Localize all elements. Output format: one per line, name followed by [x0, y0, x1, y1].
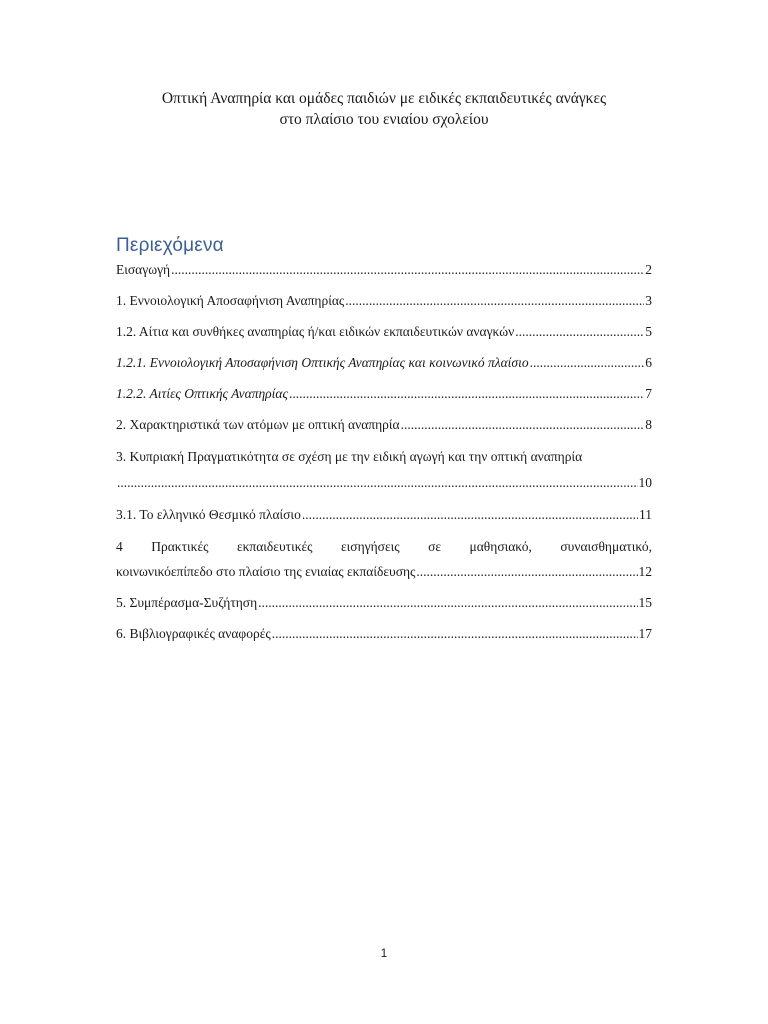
toc-entry-1[interactable] [116, 292, 652, 310]
toc-entry-3-line-1 [116, 448, 652, 466]
toc-entry-word: σε [428, 539, 442, 554]
toc-leader-dots [416, 563, 637, 581]
toc-entry-1-2-1[interactable] [116, 354, 652, 372]
toc-leader-dots [171, 261, 644, 279]
toc-leader-dots [289, 385, 644, 403]
toc-entry-label: 1. Εννοιολογική Αποσαφήνιση Αναπηρίας [116, 293, 345, 308]
toc-leader-dots [515, 323, 644, 341]
document-title [100, 88, 668, 130]
toc-entry-label: 3.1. Το ελληνικό Θεσμικό πλαίσιο [116, 507, 301, 522]
toc-entry-word: μαθησιακό, [469, 539, 532, 554]
toc-leader-dots [272, 625, 638, 643]
page-number: 1 [380, 948, 388, 960]
toc-entry-1-2[interactable] [116, 323, 652, 341]
toc-entry-introduction[interactable] [116, 261, 652, 279]
toc-heading: Περιεχόμενα [116, 235, 224, 256]
toc-entry-word: εισηγήσεις [341, 539, 400, 554]
document-title-line-1: Οπτική Αναπηρία και ομάδες παιδιών με ειδικές εκπαιδευτικές ανάγκες [161, 90, 607, 107]
toc-leader-dots [117, 474, 638, 492]
document-title-line-2: στο πλαίσιο του ενιαίου σχολείου [279, 111, 489, 128]
toc-entry-page: 10 [638, 475, 652, 490]
toc-entry-page: 2 [645, 262, 652, 277]
toc-entry-1-2-2[interactable] [116, 385, 652, 403]
toc-entry-5[interactable] [116, 594, 652, 612]
toc-entry-word: συναισθηματικό, [560, 539, 652, 554]
toc-entry-3-line-2 [116, 474, 652, 492]
toc-entry-label: 1.2. Αίτια και συνθήκες αναπηρίας ή/και ειδικών εκπαιδευτικών αναγκών [116, 324, 515, 339]
toc-leader-dots [530, 354, 645, 372]
toc-entry-page: 8 [645, 417, 652, 432]
toc-entry-word: Πρακτικές [151, 539, 209, 554]
toc-entry-page: 15 [638, 595, 652, 610]
toc-entry-3-1[interactable] [116, 506, 652, 524]
toc-entry-6[interactable] [116, 625, 652, 643]
toc-entry-page: 7 [645, 386, 652, 401]
toc-leader-dots [258, 594, 637, 612]
toc-entry-word: εκπαιδευτικές [236, 539, 313, 554]
toc-leader-dots [302, 506, 638, 524]
toc-entry-word: 4 [116, 539, 123, 554]
toc-entry-label: 1.2.1. Εννοιολογική Αποσαφήνιση Οπτικής Αναπηρίας και κοινωνικό πλαίσιο [116, 355, 529, 370]
toc-entry-page: 3 [645, 293, 652, 308]
toc-entry-page: 12 [638, 564, 652, 579]
toc-entry-label: 1.2.2. Αιτίες Οπτικής Αναπηρίας [116, 386, 288, 401]
toc-entry-page: 17 [638, 626, 652, 641]
toc-entry-page: 11 [639, 507, 652, 522]
toc-entry-label: κοινωνικόεπίπεδο στο πλαίσιο της ενιαίας εκπαίδευσης [116, 564, 416, 579]
toc-entry-page: 6 [645, 355, 652, 370]
toc-entry-4-line-2 [116, 563, 652, 581]
toc-entry-label: 5. Συμπέρασμα-Συζήτηση [116, 595, 258, 610]
toc-leader-dots [345, 292, 644, 310]
toc-entry-label: Εισαγωγή [116, 262, 171, 277]
toc-entry-label: 3. Κυπριακή Πραγματικότητα σε σχέση με την ειδική αγωγή και την οπτική αναπηρία [116, 449, 583, 464]
toc-entry-2[interactable] [116, 416, 652, 434]
toc-entry-label: 6. Βιβλιογραφικές αναφορές [116, 626, 271, 641]
toc-entry-page: 5 [645, 324, 652, 339]
toc-entry-label: 2. Χαρακτηριστικά των ατόμων με οπτική αναπηρία [116, 417, 400, 432]
toc-leader-dots [401, 416, 645, 434]
toc-entry-4-line-1 [116, 538, 652, 556]
